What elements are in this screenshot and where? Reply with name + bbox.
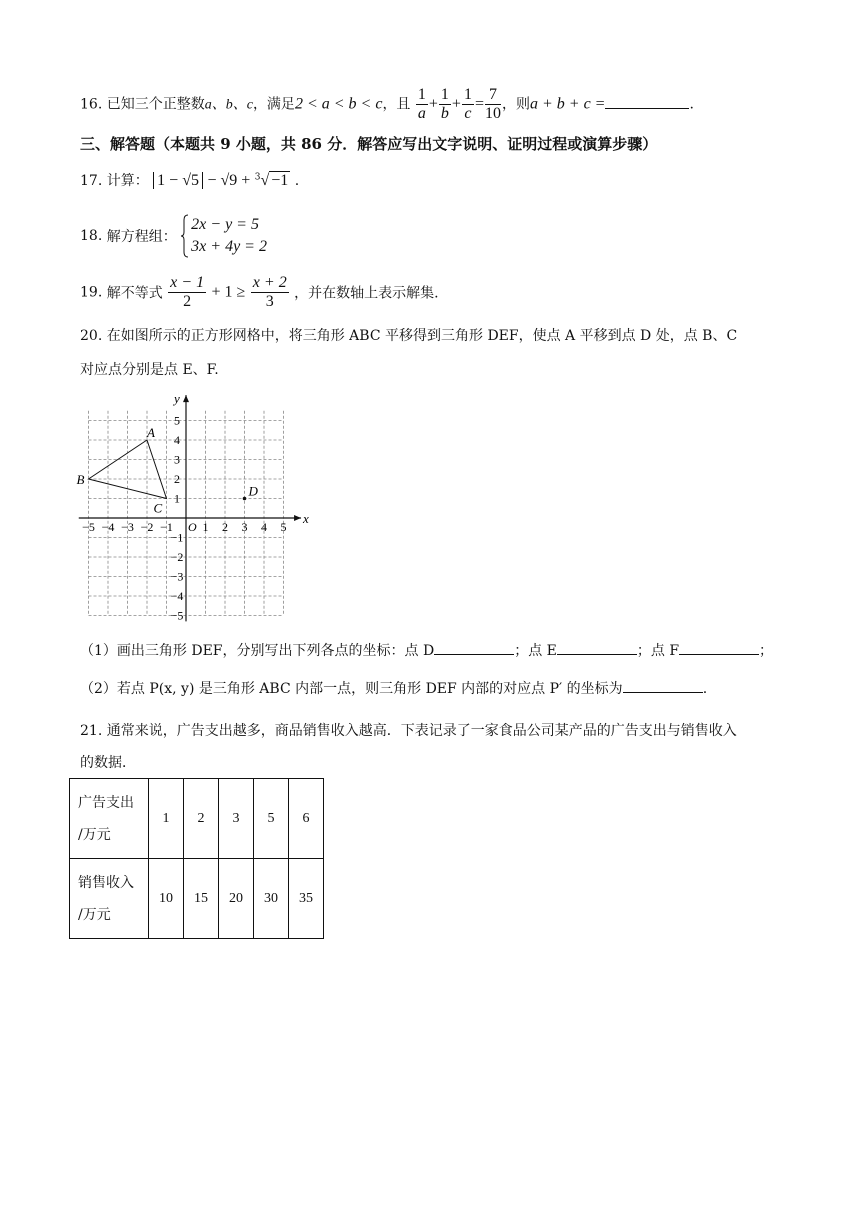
question-19: 19. 解不等式 $\frac{x - 1}{2}$ + 1 ≥ $\frac{x + 2}{3}$ ，并在数轴上表示解集. [80,274,439,310]
table-row [70,859,324,939]
grid-points [77,425,259,516]
x-tick-label: 3 [241,520,248,534]
x-tick-label: 4 [261,520,267,534]
answer-blank-e[interactable] [557,653,637,655]
table-header-cell: 销售收入 /万元 [70,859,149,939]
coordinate-grid [72,390,312,622]
y-axis-arrow-icon [183,395,189,402]
triangle-abc [89,440,167,499]
y-tick-label: 3 [174,452,180,467]
point-b-label: B [76,472,85,487]
table-cell: 2 [184,779,219,859]
question-17: 17. 计算： 1 − √5 − √9 + $^3$√ −1 . [80,172,300,189]
table-cell: 20 [219,859,254,939]
math-expression: 1 − √5 [153,172,203,189]
math-inequality: 2 < a < b < c [294,95,383,113]
table-header-cell: 广告支出 /万元 [70,779,149,859]
fraction: $\frac{x + 2}{3}$ [252,274,287,310]
answer-blank-d[interactable] [434,653,514,655]
question-number: 16. [80,96,103,113]
equation-2: 3x + 4y = 2 [191,238,267,255]
y-tick-label: −4 [170,589,184,603]
data-table [69,778,324,939]
question-number: 20. [80,328,103,344]
table-row [70,779,324,859]
question-number: 17. [80,173,103,189]
x-axis-label: x [303,511,309,526]
equation-1: 2x − y = 5 [191,216,259,233]
question-text: 已知三个正整数 [106,96,205,113]
answer-blank-f[interactable] [679,653,759,655]
x-tick-label: −2 [140,520,154,534]
answer-blank[interactable] [605,107,689,109]
question-20-line1: 20. 在如图所示的正方形网格中，将三角形 ABC 平移得到三角形 DEF，使点 A 平移到点 D 处，点 B、C [80,328,738,344]
y-tick-label: −2 [170,550,184,564]
point-c-label: C [153,500,163,516]
point-d-dot [243,497,247,501]
table-cell: 10 [149,859,184,939]
x-tick-label: −4 [101,520,115,534]
y-tick-label: 5 [174,413,180,428]
triangle-abc-shape [89,440,167,499]
origin-label: O [188,520,197,534]
table-cell: 1 [149,779,184,859]
y-tick-label: 4 [174,433,180,447]
fraction: $\frac{7}{10}$ [484,86,501,122]
x-tick-label: 5 [280,520,287,534]
x-tick-label: 1 [202,520,209,534]
table-cell: 30 [254,859,289,939]
question-number: 18. [80,228,103,244]
table-cell: 6 [289,779,324,859]
question-20-sub2: （2）若点 P(x, y) 是三角形 ABC 内部一点，则三角形 DEF 内部的对应点 P′ 的坐标为 . [80,681,708,697]
fraction: $\frac{x - 1}{2}$ [170,274,205,310]
point-a-label: A [147,425,155,440]
fraction: $\frac{1}{c}$ [463,86,472,122]
axes [76,395,301,621]
point-d-label: D [248,483,258,499]
equation-system [181,214,267,258]
x-tick-label: 2 [222,520,228,534]
x-tick-label: −1 [160,520,173,534]
table-cell: 3 [219,779,254,859]
x-tick-label: −3 [121,520,134,534]
x-tick-label: −5 [82,520,95,534]
question-21-line2: 的数据． [80,755,136,771]
table-cell: 35 [289,859,324,939]
table-cell: 15 [184,859,219,939]
y-axis-label: y [174,391,180,407]
brace-icon [181,214,189,258]
tick-labels [82,391,309,622]
fraction: $\frac{1}{b}$ [440,86,449,122]
question-number: 19. [80,284,103,301]
fraction: $\frac{1}{a}$ [417,86,426,122]
math-vars: a、b、c [204,97,253,113]
question-16: 16. 已知三个正整数a、b、c，满足2 < a < b < c，且 $\frac{1}{a}$ + $\frac{1}{b}$ + $\frac{1}{c}$ = $\frac{7}{10}$ ，则a + b + c = . [80,86,694,122]
question-number: 21. [80,723,103,739]
question-20-sub1: （1）画出三角形 DEF，分别写出下列各点的坐标：点 D ；点 E ；点 F ； [80,643,774,659]
question-18: 18. 解方程组： 2x − y = 5 3x + 4y = 2 [80,214,267,258]
y-tick-label: −5 [170,608,184,622]
question-20-line2: 对应点分别是点 E、F. [80,362,219,378]
section-title: 三、解答题（本题共 9 小题，共 86 分．解答应写出文字说明、证明过程或演算步骤） [80,135,658,153]
answer-blank-p[interactable] [623,691,703,693]
y-tick-label: 1 [174,491,180,506]
y-tick-label: −3 [170,569,184,584]
math-expression: a + b + c = [529,95,606,113]
table-cell: 5 [254,779,289,859]
y-tick-label: −1 [170,530,184,545]
x-axis-arrow-icon [294,515,301,521]
question-21-line1: 21. 通常来说，广告支出越多，商品销售收入越高．下表记录了一家食品公司某产品的广告支出与销售收入 [80,723,737,739]
y-tick-label: 2 [174,472,180,486]
